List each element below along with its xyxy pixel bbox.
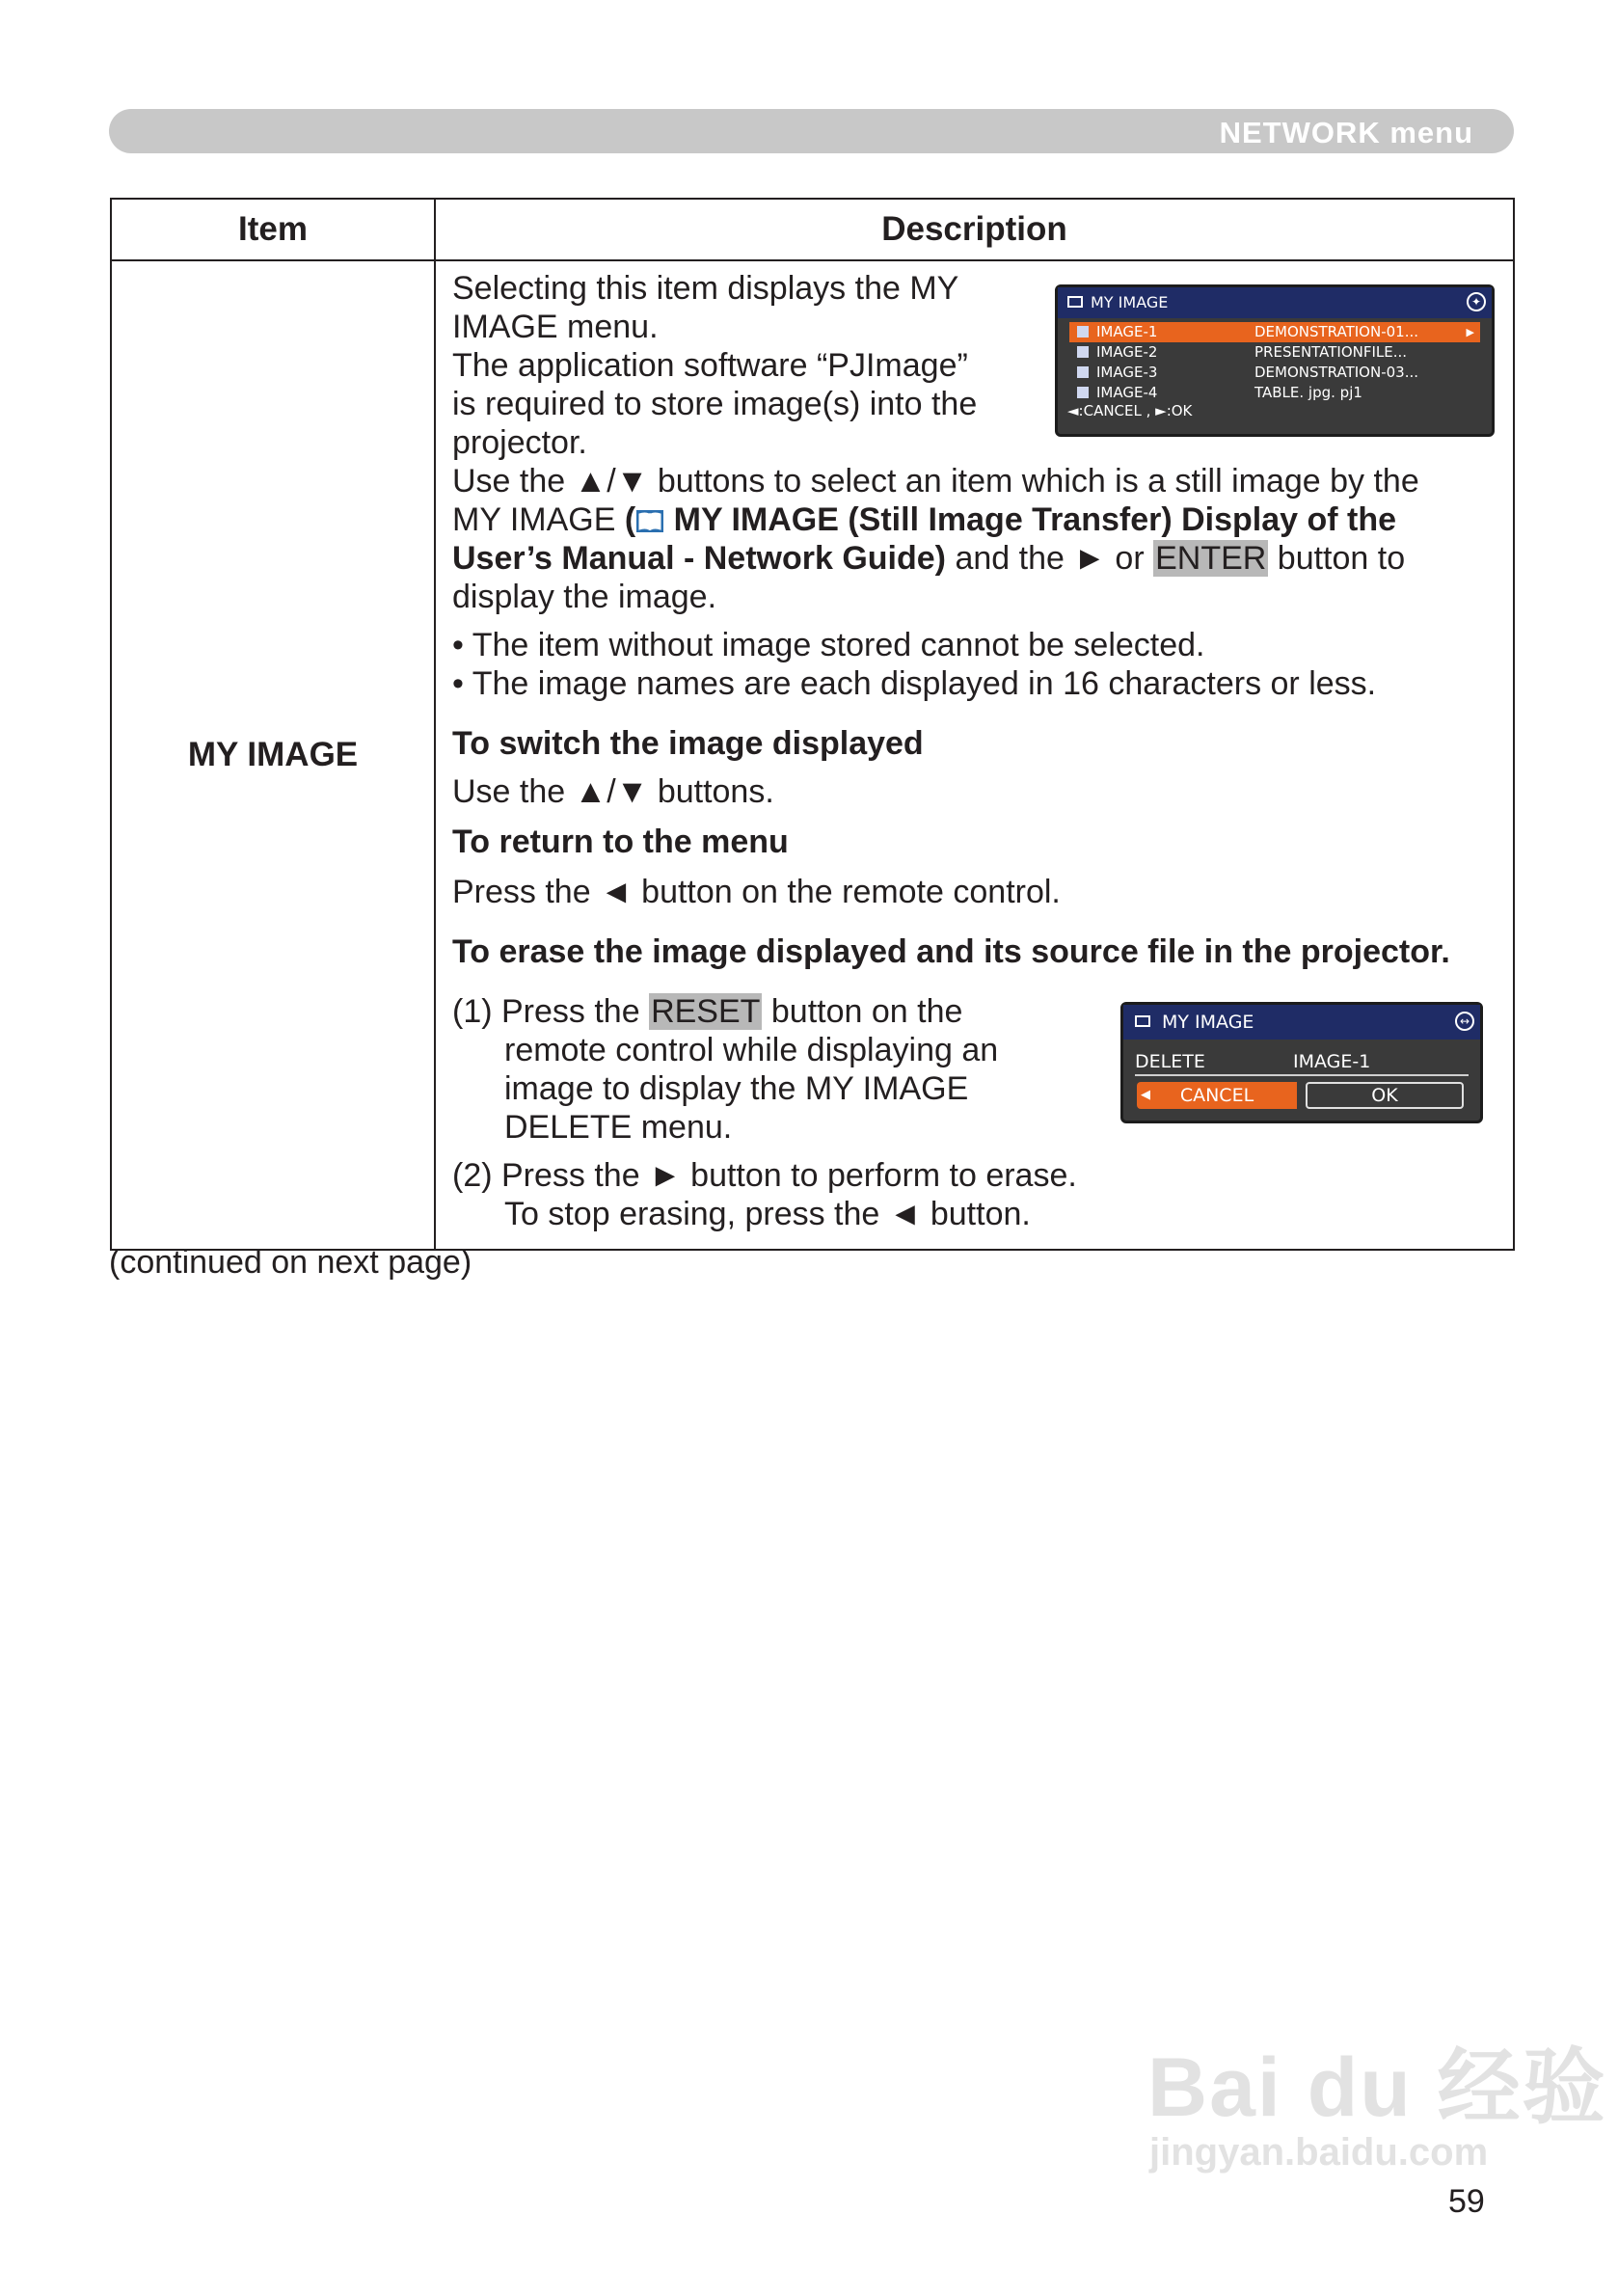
intro-line: The application software “PJImage” — [452, 347, 968, 384]
monitor-icon — [1135, 1015, 1150, 1027]
osd-title-bar — [1058, 287, 1492, 318]
image-file-icon — [1077, 326, 1089, 338]
osd-footer: ◄:CANCEL , ►:OK — [1067, 402, 1193, 419]
section-header-bar — [109, 109, 1514, 153]
step-text: button on the — [762, 993, 963, 1030]
my-image-delete-screenshot — [1120, 1002, 1483, 1123]
use-line — [452, 539, 1405, 578]
menu-description-table — [110, 198, 1515, 1251]
osd-title: MY IMAGE — [1091, 293, 1169, 311]
exit-icon: ✦ — [1467, 292, 1486, 311]
step-1-line: image to display the MY IMAGE — [504, 1070, 969, 1107]
step-2-line: To stop erasing, press the ◄ button. — [504, 1196, 1031, 1232]
item-name-cell — [111, 260, 435, 1250]
delete-value: IMAGE-1 — [1293, 1051, 1371, 1072]
continued-note: (continued on next page) — [109, 1244, 472, 1281]
osd-title: MY IMAGE — [1162, 1012, 1254, 1033]
step-2-line: (2) Press the ► button to perform to erase. — [452, 1157, 1077, 1194]
intro-line: Selecting this item displays the MY — [452, 270, 959, 307]
reference-text: MY IMAGE (Still Image Transfer) Display of the — [664, 501, 1397, 538]
use-line — [452, 500, 1396, 539]
column-header-item: Item — [111, 199, 435, 260]
use-line-text: button to — [1268, 540, 1406, 577]
exit-icon: ↔ — [1455, 1012, 1474, 1031]
subheading-return: To return to the menu — [452, 824, 789, 860]
osd-list-row — [1069, 363, 1480, 383]
monitor-icon — [1067, 296, 1083, 308]
page-number: 59 — [1448, 2183, 1485, 2220]
watermark-brand: Bai du 经验 — [1147, 2041, 1607, 2134]
step-1-line: remote control while displaying an — [504, 1032, 999, 1068]
section-title: NETWORK menu — [1219, 116, 1473, 149]
item-name: MY IMAGE — [187, 736, 359, 773]
table-header-row — [111, 199, 1514, 260]
subheading-erase: To erase the image displayed and its source file in the projector. — [452, 933, 1450, 970]
osd-list-row — [1069, 342, 1480, 363]
enter-key-label: ENTER — [1155, 540, 1267, 577]
ok-button — [1306, 1082, 1464, 1109]
osd-row-file: DEMONSTRATION-01... — [1254, 323, 1419, 340]
intro-line: projector. — [452, 424, 587, 461]
reference-paren: ( — [624, 501, 636, 538]
step-1-line: DELETE menu. — [504, 1109, 733, 1146]
baidu-watermark — [1147, 2041, 1607, 2174]
intro-line: is required to store image(s) into the — [452, 386, 978, 422]
return-text: Press the ◄ button on the remote control. — [452, 874, 1061, 910]
cancel-label: CANCEL — [1179, 1085, 1254, 1106]
book-icon — [635, 507, 664, 534]
bullet-note: • The image names are each displayed in 16 characters or less. — [452, 665, 1377, 702]
image-file-icon — [1077, 346, 1089, 358]
left-arrow-icon: ◀ — [1141, 1088, 1150, 1102]
osd-row-name: IMAGE-1 — [1096, 323, 1158, 340]
osd-row-name: IMAGE-3 — [1096, 364, 1158, 381]
use-line-text: MY IMAGE — [452, 501, 625, 538]
right-arrow-icon: ▶ — [1466, 326, 1474, 338]
delete-row — [1135, 1049, 1469, 1076]
my-image-menu-screenshot — [1055, 284, 1495, 437]
reset-key-label: RESET — [651, 993, 761, 1030]
reference-text: User’s Manual - Network Guide) — [452, 540, 946, 577]
intro-line: IMAGE menu. — [452, 309, 659, 345]
bullet-note: • The item without image stored cannot be selected. — [452, 627, 1205, 663]
use-line: Use the ▲/▼ buttons to select an item which is a still image by the — [452, 463, 1419, 500]
use-line: display the image. — [452, 579, 717, 615]
description-cell — [435, 260, 1514, 1250]
osd-row-name: IMAGE-4 — [1096, 384, 1158, 401]
delete-label: DELETE — [1135, 1051, 1205, 1072]
step-1-line — [452, 992, 962, 1031]
watermark-url: jingyan.baidu.com — [1149, 2131, 1489, 2174]
column-header-description: Description — [435, 199, 1514, 260]
osd-row-file: TABLE. jpg. pj1 — [1254, 384, 1362, 401]
use-line-text: and the ► or — [946, 540, 1154, 577]
cancel-button — [1137, 1082, 1297, 1109]
image-file-icon — [1077, 366, 1089, 378]
table-row — [111, 260, 1514, 1250]
subheading-switch: To switch the image displayed — [452, 725, 924, 762]
osd-title-bar — [1123, 1005, 1480, 1040]
ok-label: OK — [1371, 1085, 1398, 1106]
step-text: (1) Press the — [452, 993, 650, 1030]
switch-text: Use the ▲/▼ buttons. — [452, 773, 774, 810]
osd-row-file: DEMONSTRATION-03... — [1254, 364, 1419, 381]
osd-row-file: PRESENTATIONFILE... — [1254, 343, 1408, 361]
osd-list-row — [1069, 322, 1480, 342]
osd-row-name: IMAGE-2 — [1096, 343, 1158, 361]
